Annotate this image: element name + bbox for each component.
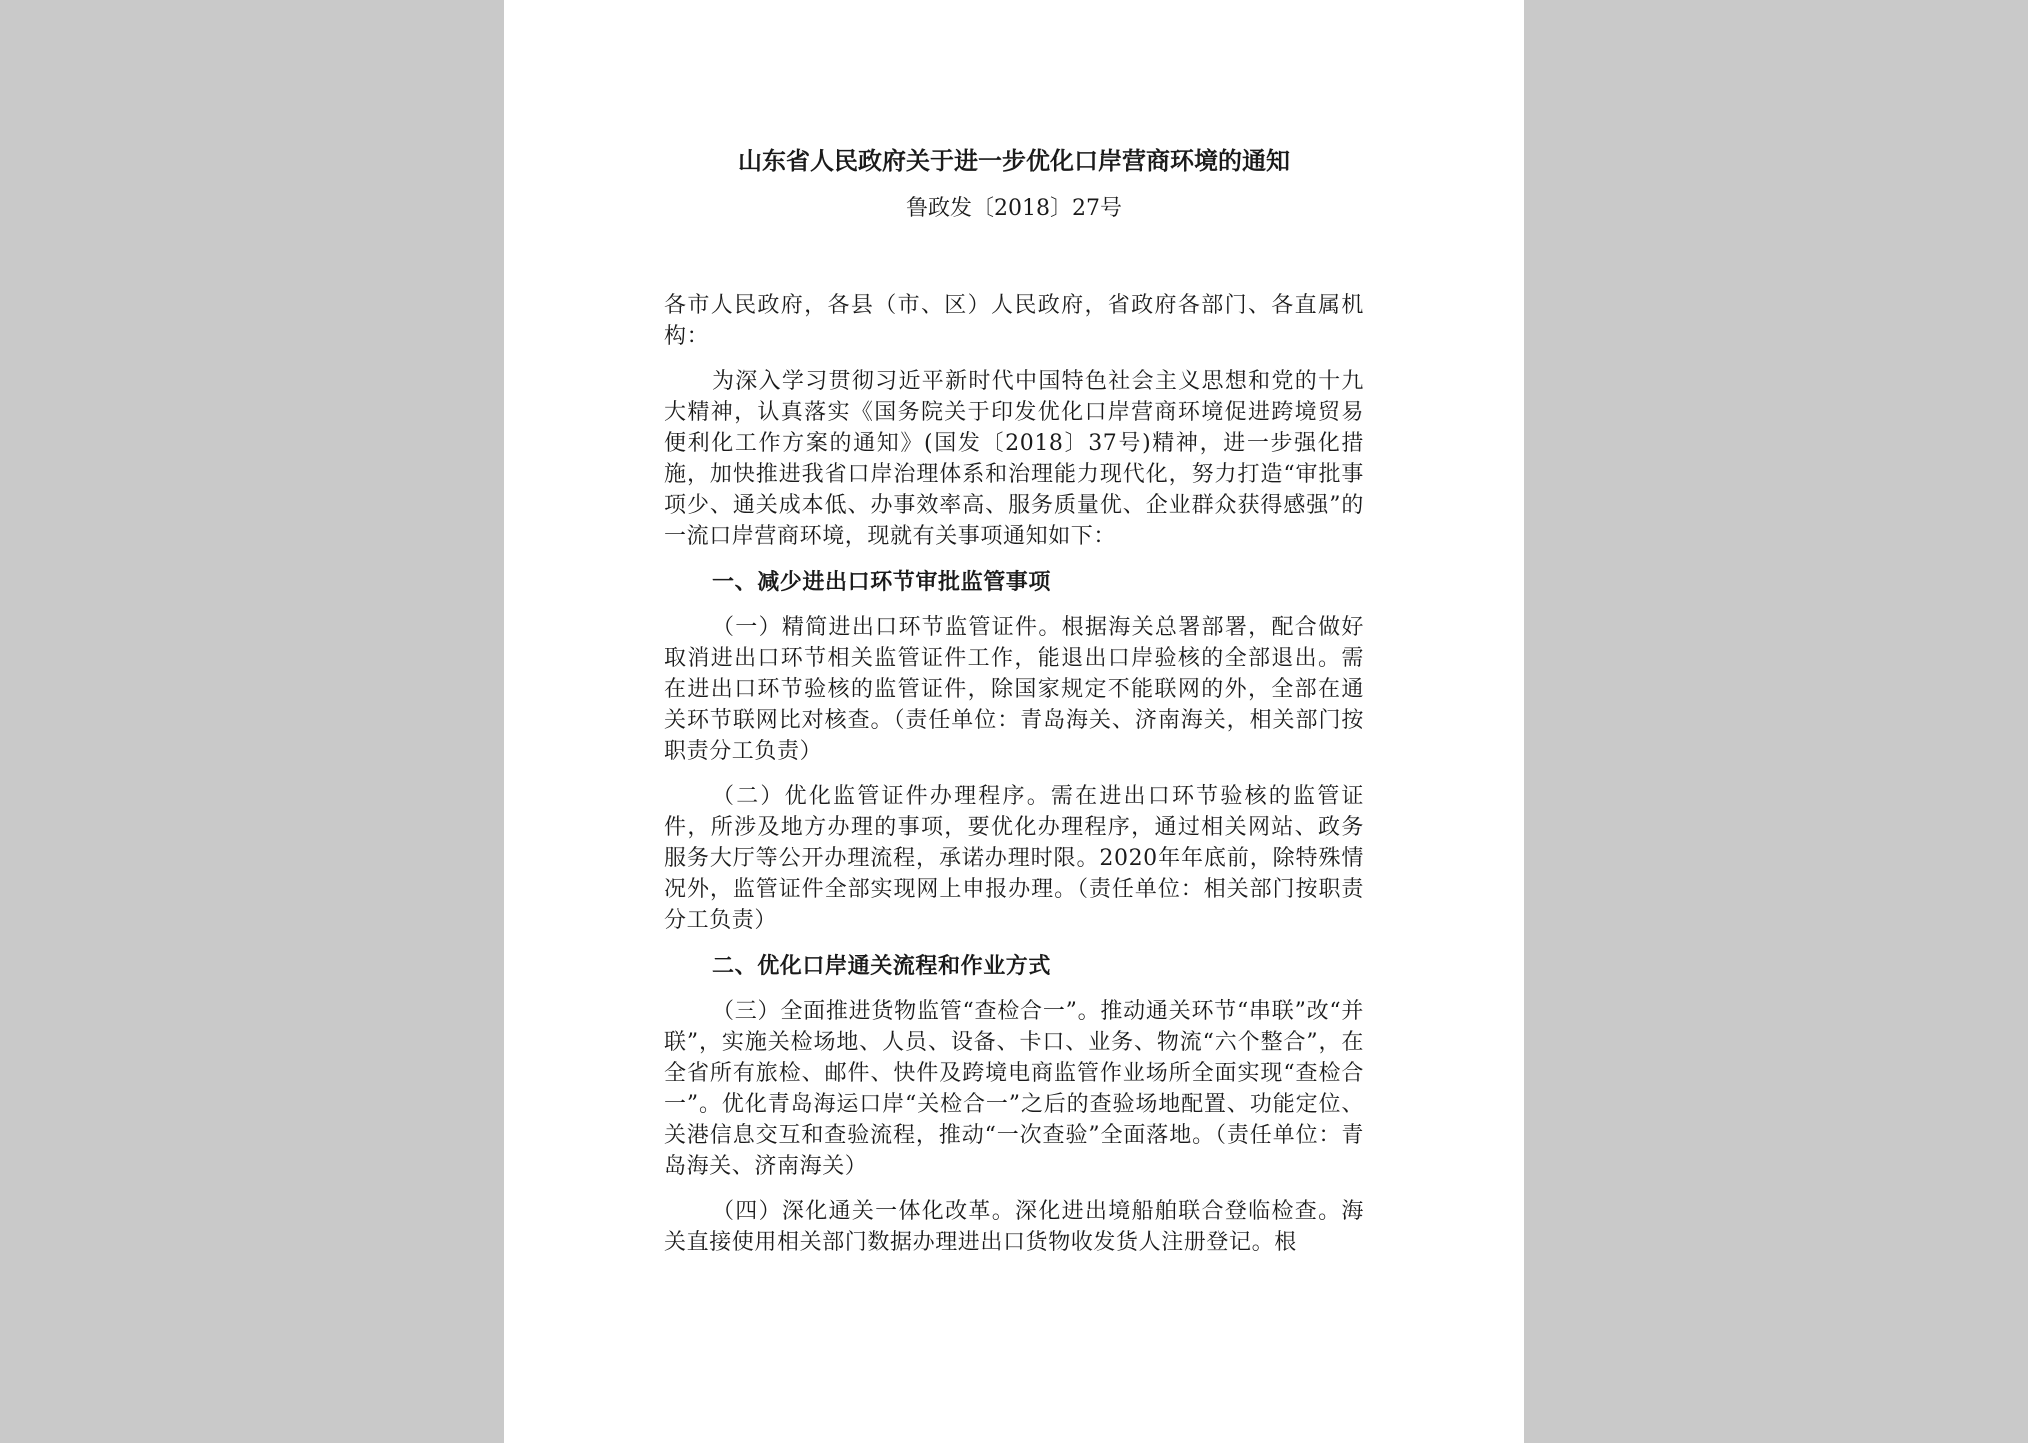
paragraph-item-3: （三）全面推进货物监管“查检合一”。推动通关环节“串联”改“并联”，实施关检场地、人员、设备、卡口、业务、物流“六个整合”，在全省所有旅检、邮件、快件及跨境电商监管作业场所全面实现“查检合一”。优化青岛海运口岸“关检合一”之后的查验场地配置、功能定位、关港信息交互和查验流程，推动“一次查验”全面落地。（责任单位：青岛海关、济南海关）	[664, 999, 1364, 1179]
paragraph-item-1: （一）精简进出口环节监管证件。根据海关总署部署，配合做好取消进出口环节相关监管证件工作，能退出口岸验核的全部退出。需在进出口环节验核的监管证件，除国家规定不能联网的外，全部在通关环节联网比对核查。（责任单位：青岛海关、济南海关，相关部门按职责分工负责）	[664, 615, 1364, 764]
paragraph-item-2: （二）优化监管证件办理程序。需在进出口环节验核的监管证件，所涉及地方办理的事项，要优化办理程序，通过相关网站、政务服务大厅等公开办理流程，承诺办理时限。2020年年底前，除特殊情况外，监管证件全部实现网上申报办理。（责任单位：相关部门按职责分工负责）	[664, 784, 1364, 933]
document-page	[504, 0, 1524, 1443]
intro-paragraph: 为深入学习贯彻习近平新时代中国特色社会主义思想和党的十九大精神，认真落实《国务院关于印发优化口岸营商环境促进跨境贸易便利化工作方案的通知》(国发〔2018〕37号)精神，进一步强化措施，加快推进我省口岸治理体系和治理能力现代化，努力打造“审批事项少、通关成本低、办事效率高、服务质量优、企业群众获得感强”的一流口岸营商环境，现就有关事项通知如下：	[664, 369, 1364, 549]
document-title: 山东省人民政府关于进一步优化口岸营商环境的通知	[738, 146, 1290, 175]
salutation: 各市人民政府，各县（市、区）人民政府，省政府各部门、各直属机构：	[664, 293, 1364, 349]
section-heading-2: 二、优化口岸通关流程和作业方式	[712, 953, 1052, 979]
document-body	[664, 290, 1364, 1272]
section-heading-1: 一、减少进出口环节审批监管事项	[712, 569, 1052, 595]
document-number: 鲁政发〔2018〕27号	[906, 196, 1122, 221]
paragraph-item-4: （四）深化通关一体化改革。深化进出境船舶联合登临检查。海关直接使用相关部门数据办理进出口货物收发货人注册登记。根	[664, 1199, 1364, 1255]
